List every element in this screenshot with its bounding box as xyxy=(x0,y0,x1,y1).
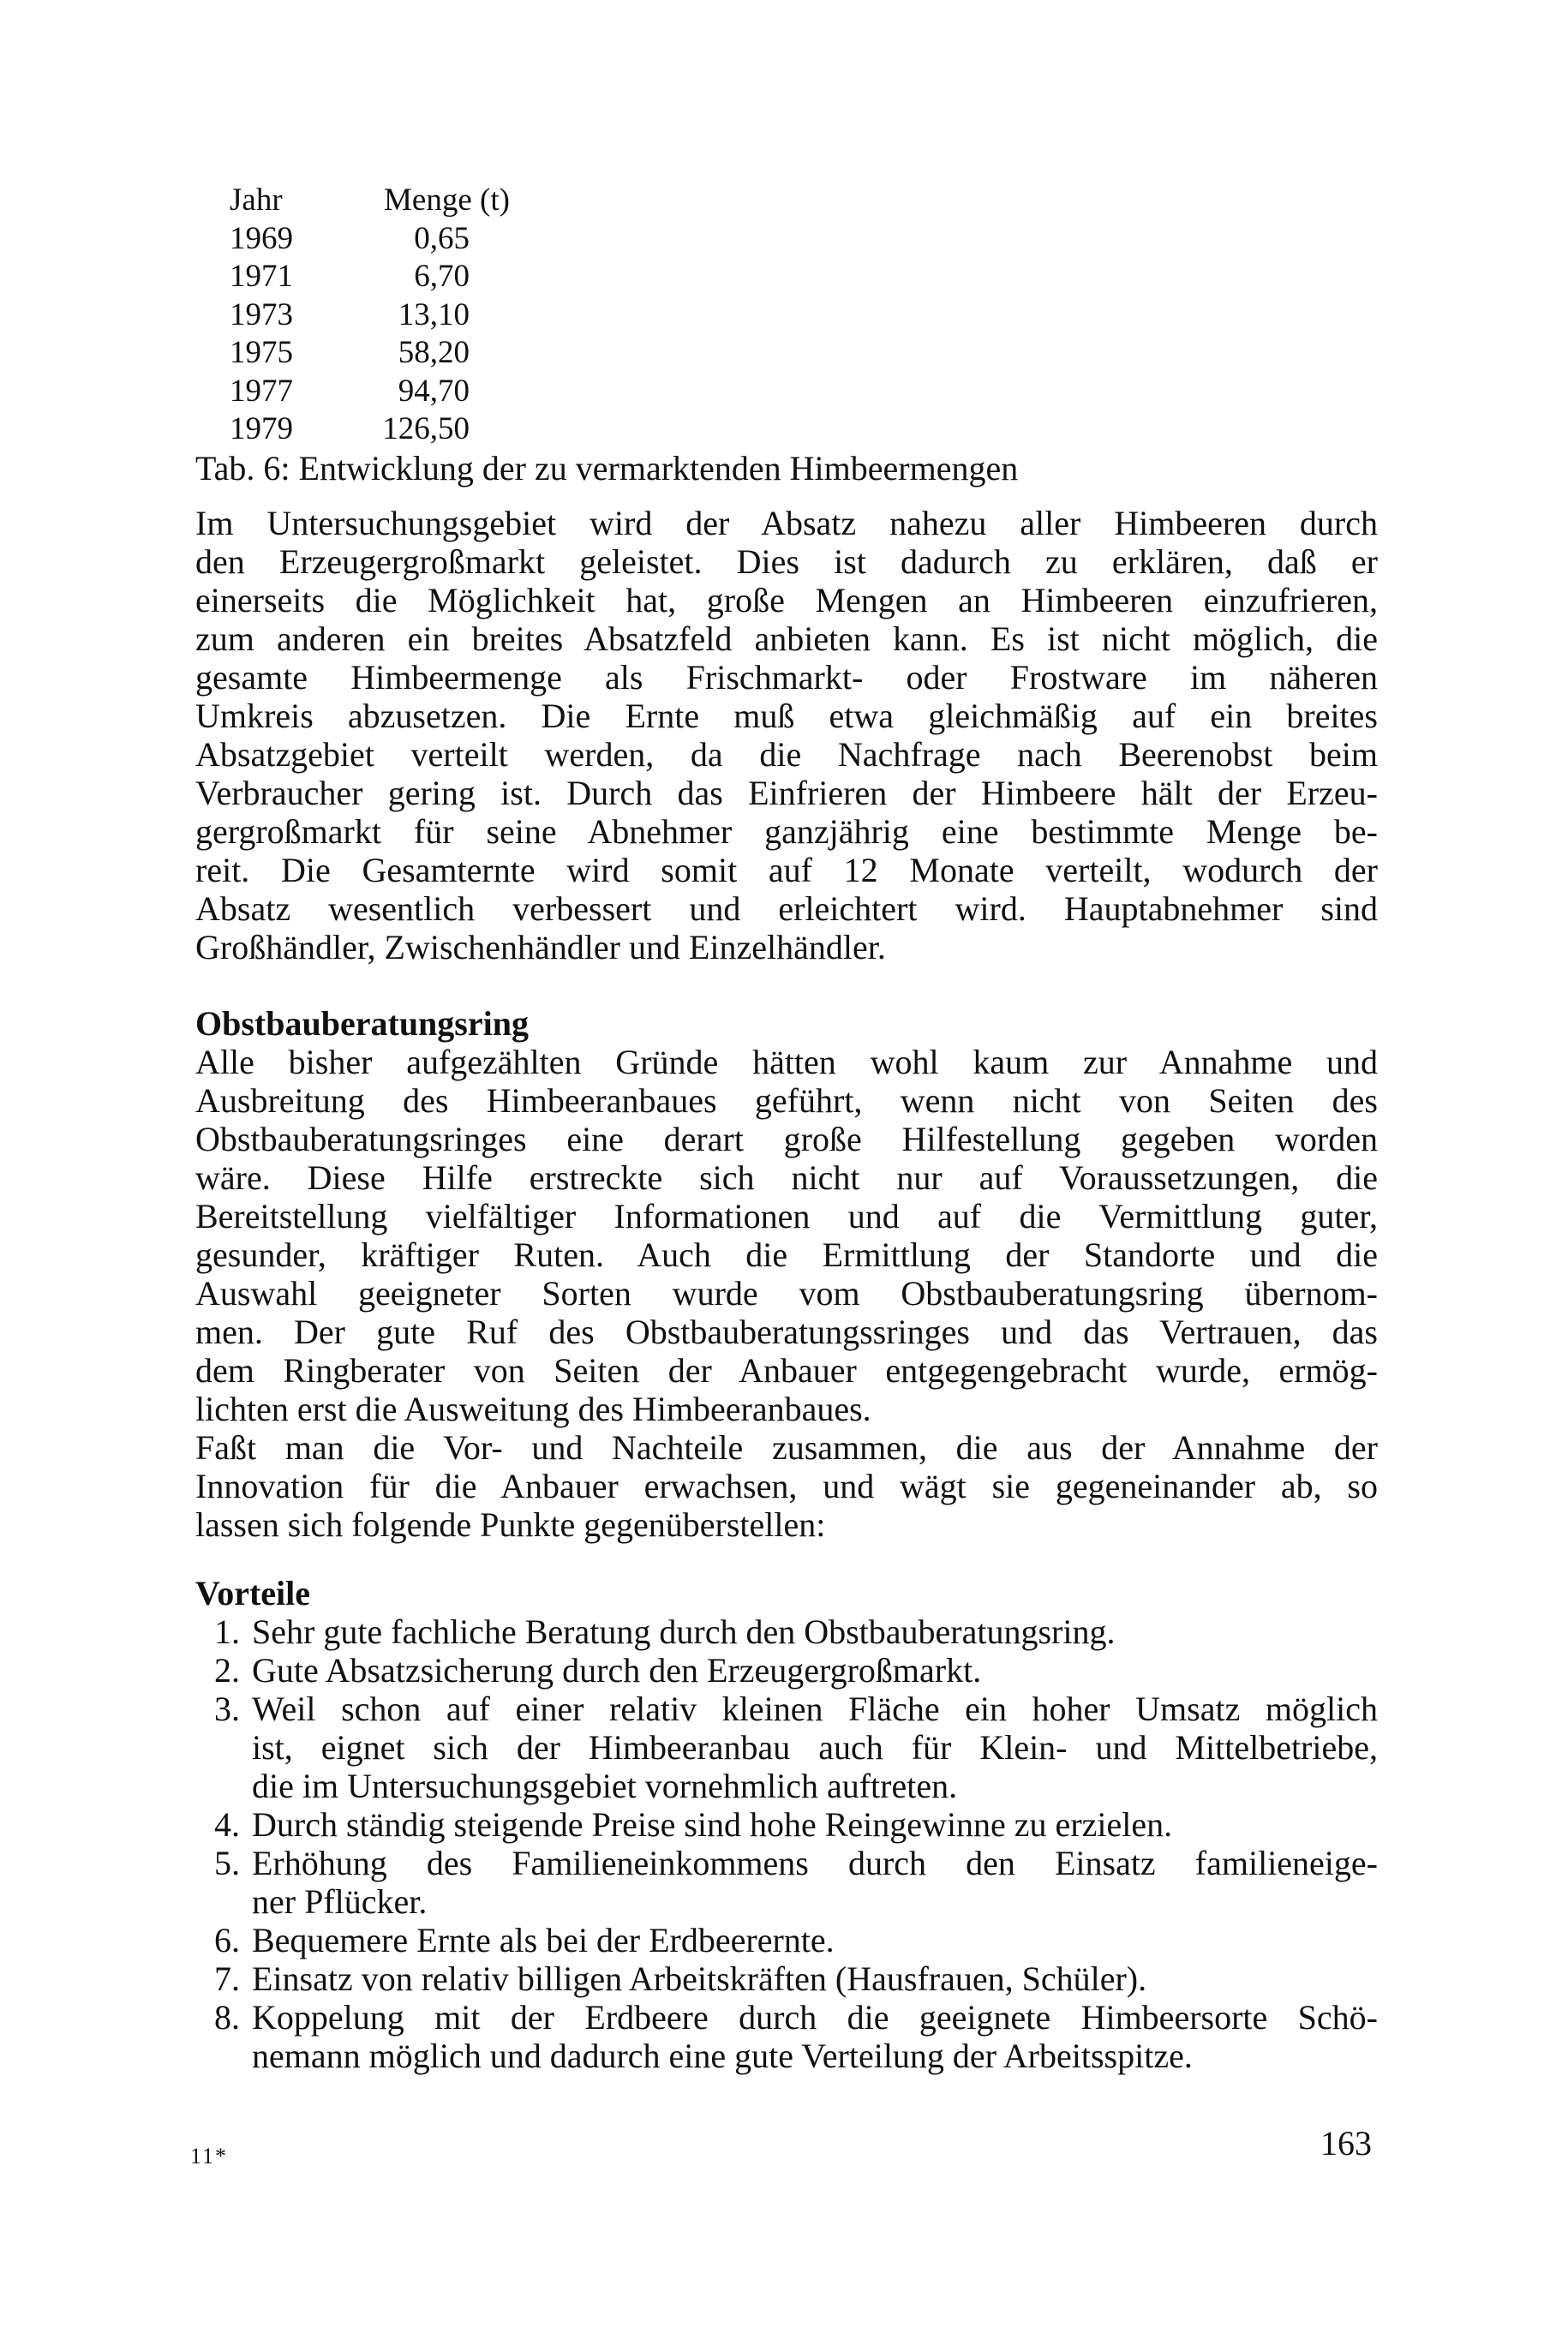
list-item-text xyxy=(252,1998,1378,2075)
text-line: Auswahl geeigneter Sorten wurde vom Obstbauberatungsring übernom- xyxy=(195,1274,1378,1313)
text-line: zum anderen ein breites Absatzfeld anbieten kann. Es ist nicht möglich, die xyxy=(195,619,1378,658)
table-cell-year: 1979 xyxy=(230,411,293,446)
list-item xyxy=(195,1844,1378,1921)
text-line: dem Ringberater von Seiten der Anbauer entgegengebracht wurde, ermög- xyxy=(195,1351,1378,1390)
text-line: gesamte Himbeermenge als Frischmarkt- oder Frostware im näheren xyxy=(195,658,1378,697)
list-item-text xyxy=(252,1921,1378,1959)
paragraph-zusammenfassung xyxy=(195,1428,1378,1544)
text-line: Erhöhung des Familieneinkommens durch den Einsatz familieneige- xyxy=(252,1844,1378,1882)
data-table xyxy=(230,182,598,449)
text-line: Ausbreitung des Himbeeranbaues geführt, wenn nicht von Seiten des xyxy=(195,1081,1378,1120)
text-line: Verbraucher gering ist. Durch das Einfrieren der Himbeere hält der Erzeu- xyxy=(195,774,1378,812)
list-item-number: 4. xyxy=(214,1805,240,1844)
table-row xyxy=(230,220,598,259)
text-line: Durch ständig steigende Preise sind hohe Reingewinne zu erzielen. xyxy=(252,1805,1173,1844)
list-item-number: 2. xyxy=(214,1651,240,1690)
table-row xyxy=(230,334,598,373)
table-cell-year: 1969 xyxy=(230,220,293,256)
table-cell-value: 13,10 xyxy=(398,296,470,332)
text-line: gesunder, kräftiger Ruten. Auch die Ermittlung der Standorte und die xyxy=(195,1235,1378,1274)
list-item xyxy=(195,1690,1378,1805)
list-item-text xyxy=(252,1651,1378,1690)
table-cell-year: 1975 xyxy=(230,335,293,370)
list-item-number: 3. xyxy=(214,1690,240,1728)
table-row xyxy=(230,373,598,411)
text-line: den Erzeugergroßmarkt geleistet. Dies ist dadurch zu erklären, daß er xyxy=(195,542,1378,581)
table-cell-year: 1971 xyxy=(230,259,293,294)
list-item-number: 5. xyxy=(214,1844,240,1882)
table-cell-year: 1973 xyxy=(230,296,293,332)
list-item xyxy=(195,1612,1378,1651)
text-line: gergroßmarkt für seine Abnehmer ganzjährig eine bestimmte Menge be- xyxy=(195,812,1378,851)
text-line: Innovation für die Anbauer erwachsen, und wägt sie gegeneinander ab, so xyxy=(195,1467,1378,1505)
table-header-row xyxy=(230,182,598,220)
text-line: Bequemere Ernte als bei der Erdbeerernte. xyxy=(252,1921,835,1959)
text-line: Absatzgebiet verteilt werden, da die Nachfrage nach Beerenobst beim xyxy=(195,735,1378,774)
text-line: Faßt man die Vor- und Nachteile zusammen, die aus der Annahme der xyxy=(195,1428,1378,1467)
table-row xyxy=(230,296,598,335)
text-line: lichten erst die Ausweitung des Himbeeranbaues. xyxy=(195,1390,871,1428)
list-item xyxy=(195,1921,1378,1959)
table-cell-value: 0,65 xyxy=(414,220,470,256)
text-line: ist, eignet sich der Himbeeranbau auch für Klein- und Mittelbetriebe, xyxy=(252,1728,1378,1767)
text-line: men. Der gute Ruf des Obstbauberatungssringes und das Vertrauen, das xyxy=(195,1313,1378,1351)
text-line: Koppelung mit der Erdbeere durch die geeignete Himbeersorte Schö- xyxy=(252,1998,1378,2037)
signature-mark: 11* xyxy=(190,2144,229,2168)
heading-obstbauberatungsring: Obstbauberatungsring xyxy=(195,1004,529,1043)
text-line: Sehr gute fachliche Beratung durch den Obstbauberatungsring. xyxy=(252,1612,1116,1651)
text-line: Absatz wesentlich verbessert und erleichtert wird. Hauptabnehmer sind xyxy=(195,889,1378,928)
text-line: lassen sich folgende Punkte gegenüberstellen: xyxy=(195,1505,826,1544)
text-line: Weil schon auf einer relativ kleinen Fläche ein hoher Umsatz möglich xyxy=(252,1690,1378,1728)
text-line: Obstbauberatungsringes eine derart große Hilfestellung gegeben worden xyxy=(195,1120,1378,1158)
list-item-text xyxy=(252,1612,1378,1651)
paragraph-obstbauberatungsring xyxy=(195,1043,1378,1428)
table-header-value: Menge (t) xyxy=(384,182,510,218)
text-line: reit. Die Gesamternte wird somit auf 12 Monate verteilt, wodurch der xyxy=(195,851,1378,889)
table-row xyxy=(230,258,598,296)
page-number: 163 xyxy=(1320,2124,1372,2162)
table-body xyxy=(230,220,598,449)
text-line: Gute Absatzsicherung durch den Erzeugergroßmarkt. xyxy=(252,1651,982,1690)
vorteile-list xyxy=(195,1612,1378,2075)
table-cell-value: 58,20 xyxy=(398,335,470,370)
list-item xyxy=(195,1651,1378,1690)
text-line: Im Untersuchungsgebiet wird der Absatz nahezu aller Himbeeren durch xyxy=(195,504,1378,542)
text-line: ner Pflücker. xyxy=(252,1882,428,1921)
paragraph-absatz xyxy=(195,504,1378,966)
list-item xyxy=(195,1805,1378,1844)
text-line: Alle bisher aufgezählten Gründe hätten wohl kaum zur Annahme und xyxy=(195,1043,1378,1081)
text-line: nemann möglich und dadurch eine gute Verteilung der Arbeitsspitze. xyxy=(252,2037,1193,2075)
list-item xyxy=(195,1959,1378,1998)
list-item-text xyxy=(252,1959,1378,1998)
list-item xyxy=(195,1998,1378,2075)
table-cell-year: 1977 xyxy=(230,373,293,409)
text-line: einerseits die Möglichkeit hat, große Mengen an Himbeeren einzufrieren, xyxy=(195,581,1378,619)
table-header-year: Jahr xyxy=(230,182,283,218)
text-line: Einsatz von relativ billigen Arbeitskräften (Hausfrauen, Schüler). xyxy=(252,1959,1147,1998)
table-cell-value: 126,50 xyxy=(382,411,470,446)
table-row xyxy=(230,410,598,449)
text-line: Großhändler, Zwischenhändler und Einzelhändler. xyxy=(195,928,886,966)
list-item-number: 8. xyxy=(214,1998,240,2037)
text-line: wäre. Diese Hilfe erstreckte sich nicht nur auf Voraussetzungen, die xyxy=(195,1158,1378,1197)
table-cell-value: 94,70 xyxy=(398,373,470,409)
heading-vorteile: Vorteile xyxy=(195,1574,311,1612)
text-line: Umkreis abzusetzen. Die Ernte muß etwa gleichmäßig auf ein breites xyxy=(195,697,1378,735)
table-cell-value: 6,70 xyxy=(414,259,470,294)
list-item-text xyxy=(252,1844,1378,1921)
text-line: Bereitstellung vielfältiger Informationen und auf die Vermittlung guter, xyxy=(195,1197,1378,1235)
list-item-number: 6. xyxy=(214,1921,240,1959)
list-item-text xyxy=(252,1805,1378,1844)
table-caption: Tab. 6: Entwicklung der zu vermarktenden Himbeermengen xyxy=(195,449,1019,488)
list-item-number: 1. xyxy=(214,1612,240,1651)
list-item-number: 7. xyxy=(214,1959,240,1998)
list-item-text xyxy=(252,1690,1378,1805)
text-line: die im Untersuchungsgebiet vornehmlich auftreten. xyxy=(252,1767,958,1805)
